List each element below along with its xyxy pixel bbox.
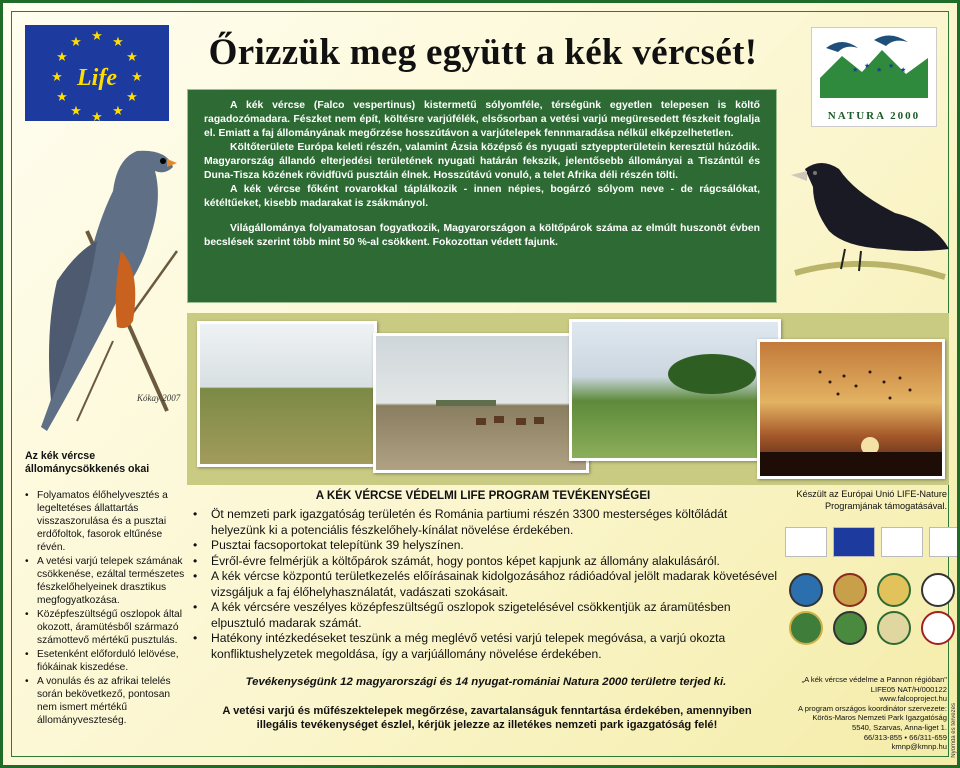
partner-np-logo (833, 611, 867, 645)
list-item: • A kék vércse központú területkezelés előírásainak kidolgozásához rádióadóval jelölt madarak követésével vizsgáljuk a faj élőhelyhasználatát, vadászati szokásait. (193, 569, 779, 600)
photo-sunset-flock (757, 339, 945, 479)
svg-text:★: ★ (852, 67, 859, 74)
svg-text:★: ★ (70, 34, 82, 49)
contact-line: www.falcoproject.hu (879, 694, 947, 704)
intro-paragraph: A kék vércse főként rovarokkal táplálkozik - innen népies, bogárzó sólyom neve - de rágcsálókat, kétéltűeket, kisebb madarakat is zsákmányol. (204, 184, 760, 209)
svg-text:★: ★ (70, 103, 82, 118)
svg-text:★: ★ (56, 89, 68, 104)
life-logo-text: Life (77, 65, 117, 91)
partner-np-logo (921, 573, 955, 607)
partner-logos-row-2 (789, 573, 955, 607)
contact-line: 66/313-855 • 66/311-659 (863, 732, 947, 742)
photo-strip (187, 313, 949, 485)
natura-small-logo (881, 527, 923, 557)
svg-text:★: ★ (56, 49, 68, 64)
program-title: A KÉK VÉRCSE VÉDELMI LIFE PROGRAM TEVÉKENYSÉGEI (315, 489, 651, 502)
list-item: • Hatékony intézkedéseket teszünk a még meglévő vetési varjú telepek megóvása, a varjú okozta konfliktushelyzetek megoldása, így a varjúállomány növelése érdekében. (193, 631, 779, 662)
list-item: • Évről-évre felmérjük a költőpárok számát, hogy pontos képet kapjunk az állomány alakulásáról. (193, 554, 779, 570)
contact-block (773, 675, 947, 752)
partner-np-logo (789, 611, 823, 645)
contact-line: „A kék vércse védelme a Pannon régióban" (801, 675, 947, 684)
partner-np-logo (877, 611, 911, 645)
program-list (193, 507, 779, 662)
intro-paragraph: A kék vércse (Falco vespertinus) kistermetű sólyomféle, térségünk egyetlen telepesen is költő ragadozómadara. Fészket nem épít, költésre varjúfélék, elsősorban a vetési varjú megüresedett fészkeit foglalja el. Emiatt a faj állományának megőrzése hosszútávon a varjútelepek fennmaradása nélkül elképzelhetetlen. (204, 100, 760, 139)
list-item: • Folyamatos élőhelyvesztés a legeltetéses állattartás visszaszorulása és a pusztai erdőfoltok, fasorok eltűnése révén. (25, 489, 185, 554)
intro-text-box (187, 89, 777, 303)
milvus-logo (921, 611, 955, 645)
partner-logos-row-3 (789, 611, 955, 645)
appeal-statement: A vetési varjú és műfészektelepek megőrzése, zavartalanságuk fenntartása érdekében, amennyiben illegális tevékenységet észlel, kérjük jelezze az illetékes nemzeti park igazgatóság felé! (222, 705, 752, 731)
decline-title: Az kék vércse állománycsökkenés okai (25, 450, 150, 475)
photo-cattle-pasture (373, 333, 589, 473)
eu-stars-icon (25, 25, 169, 121)
contact-line: A program országos koordinátor szervezete: (798, 703, 947, 713)
partner-np-logo (877, 573, 911, 607)
svg-text:★: ★ (888, 63, 895, 70)
natura-birds-icon (812, 28, 936, 108)
ministry-logo (785, 527, 827, 557)
support-statement: Készült az Európai Unió LIFE-Nature Programjának támogatásával. (796, 489, 947, 511)
rook-illustration (785, 153, 955, 283)
svg-text:★: ★ (91, 109, 103, 121)
partner-logos-row-1 (785, 527, 960, 557)
natura-2000-logo (811, 27, 937, 127)
svg-text:★: ★ (112, 34, 124, 49)
red-footed-falcon-illustration (17, 131, 187, 431)
svg-text:★: ★ (51, 69, 63, 84)
life-small-logo (833, 527, 875, 557)
decline-list (25, 489, 185, 728)
svg-text:★: ★ (126, 49, 138, 64)
contact-line: kmnp@kmnp.hu (891, 742, 947, 752)
photo-tree-grove (569, 319, 781, 461)
svg-text:★: ★ (112, 103, 124, 118)
svg-text:★: ★ (876, 67, 883, 74)
contact-line: 5540, Szarvas, Anna-liget 1. (852, 722, 947, 732)
svg-text:★: ★ (126, 89, 138, 104)
page-title: Őrizzük meg együtt a kék vércsét! (208, 32, 758, 73)
environment-ministry-logo (929, 527, 960, 557)
list-item: • Esetenként előforduló lelövése, fiókáinak kiszedése. (25, 648, 185, 674)
territory-statement: Tevékenységünk 12 magyarországi és 14 nyugat-romániai Natura 2000 területre terjed ki. (245, 676, 727, 688)
list-item: • Öt nemzeti park igazgatóság területén és Románia partiumi részén 3300 mesterséges költőládát helyezünk ki a potenciális fészkelőhely-kínálat növelése érdekében. (193, 507, 779, 538)
svg-text:★: ★ (131, 69, 143, 84)
natura-2000-text: NATURA 2000 (827, 110, 921, 122)
list-item: • Középfeszültségű oszlopok által okozott, áramütésből származó számottevő mértékű pusztulás. (25, 608, 185, 647)
contact-line: Körös-Maros Nemzeti Park Igazgatóság (812, 713, 947, 723)
intro-paragraph: Világállománya folyamatosan fogyatkozik, Magyarországon a költőpárok száma az elmúlt huszonöt évben becslések szerint több mint 50 %-al csökkent. Fokozottan védett fajunk. (204, 223, 760, 248)
contact-line: LIFE05 NAT/H/000122 (870, 684, 947, 694)
artist-signature: Kókay 2007 (137, 393, 181, 403)
list-item: • Pusztai facsoportokat telepítünk 39 helyszínen. (193, 538, 779, 554)
partner-np-logo (833, 573, 867, 607)
list-item: • A kék vércsére veszélyes középfeszültségű oszlopok szigetelésével csökkentjük az áramütésben elpusztuló madarak számát. (193, 600, 779, 631)
svg-text:★: ★ (91, 28, 103, 43)
photo-grassland (197, 321, 377, 467)
list-item: • A vetési varjú telepek számának csökkenése, ezáltal természetes fészkelőhelyeinek drasztikus megfogyatkozása. (25, 555, 185, 607)
svg-text:★: ★ (864, 63, 871, 70)
koros-maros-np-logo (789, 573, 823, 607)
svg-text:★: ★ (900, 67, 907, 74)
print-credit: Nyomda és tervezés (951, 703, 957, 758)
list-item: • A vonulás és az afrikai telelés során bekövetkező, pontosan nem ismert mértékű állományveszteség. (25, 675, 185, 727)
intro-paragraph: Költőterülete Európa keleti részén, valamint Ázsia középső és nyugati sztyeppterületein keresztül húzódik. Magyarország állandó elterjedési területének nyugati határán fekszik, jelentősebb állományai a Tiszántúl és Duna-Tisza közének rövidfüvű pusztáin élnek. Hosszútávú vonuló, a telet Afrika déli részén tölti. (204, 142, 760, 181)
eu-life-logo (25, 25, 169, 121)
